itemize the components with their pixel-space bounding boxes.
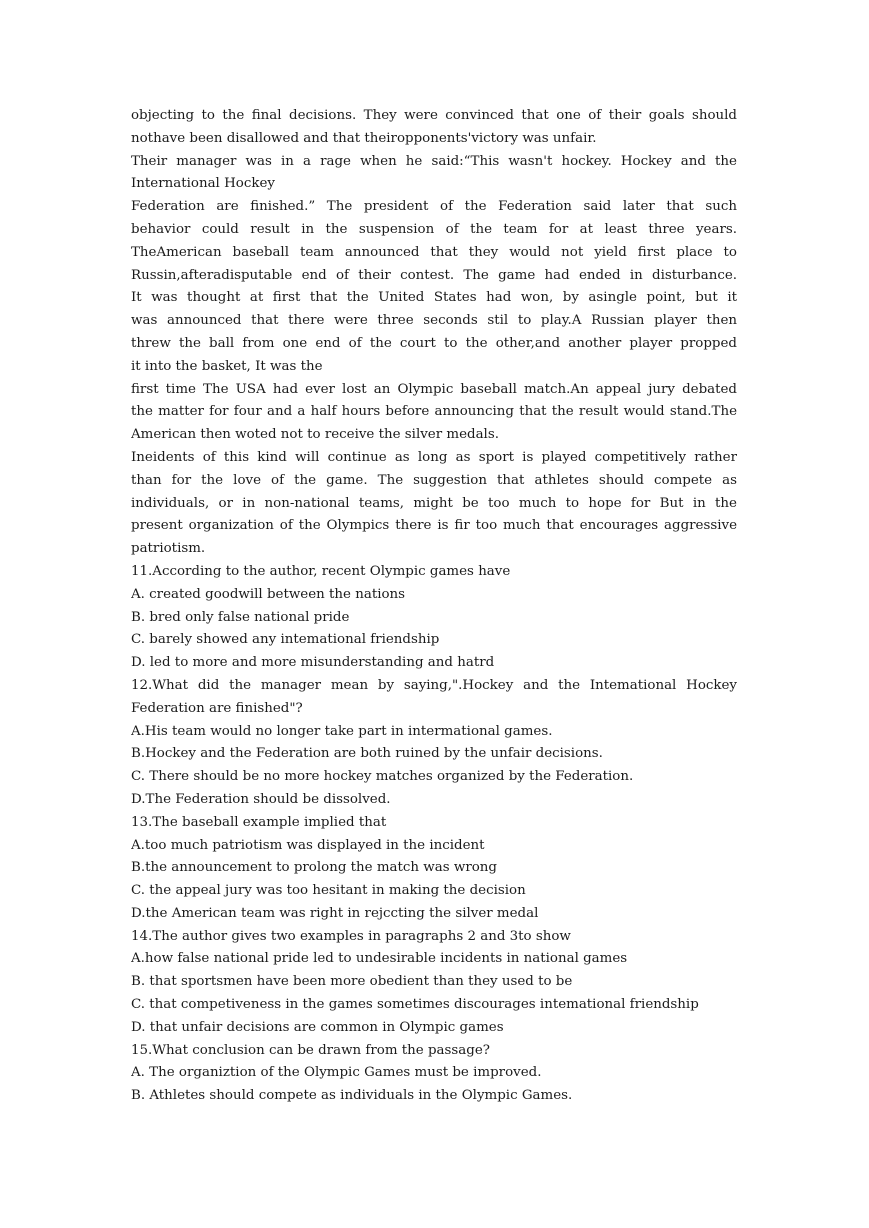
question-stem: 14.The author gives two examples in paragraphs 2 and 3to show bbox=[131, 928, 571, 944]
question-stem: 11.According to the author, recent Olympic games have bbox=[131, 563, 511, 579]
passage-line: the matter for four and a half hours before announcing that the result would stand.The bbox=[131, 404, 737, 420]
passage-line: International Hockey bbox=[131, 176, 275, 192]
option-d: D.the American team was right in rejccting the silver medal bbox=[131, 905, 539, 921]
question-11 bbox=[131, 561, 737, 675]
option-b: B. bred only false national pride bbox=[131, 609, 350, 625]
passage-line: nothave been disallowed and that theiropponents'victory was unfair. bbox=[131, 130, 597, 146]
passage-line: present organization of the Olympics there is fir too much that encourages aggressive bbox=[131, 518, 737, 534]
option-d: D. that unfair decisions are common in Olympic games bbox=[131, 1019, 504, 1035]
passage-line: Their manager was in a rage when he said:“This wasn't hockey. Hockey and the bbox=[131, 153, 737, 169]
question-13 bbox=[131, 812, 737, 926]
option-a: A. The organiztion of the Olympic Games must be improved. bbox=[131, 1065, 542, 1081]
question-14 bbox=[131, 926, 737, 1040]
option-c: C. that competiveness in the games sometimes discourages intemational friendship bbox=[131, 997, 699, 1013]
option-d: D. led to more and more misunderstanding and hatrd bbox=[131, 655, 495, 671]
passage-line: than for the love of the game. The suggestion that athletes should compete as bbox=[131, 472, 737, 488]
question-stem: 12.What did the manager mean by saying,".Hockey and the Intemational Hockey bbox=[131, 677, 737, 693]
document-page bbox=[131, 105, 737, 1108]
question-stem: 13.The baseball example implied that bbox=[131, 814, 387, 830]
option-b: B. that sportsmen have been more obedient than they used to be bbox=[131, 974, 573, 990]
passage-line: behavior could result in the suspension of the team for at least three years. bbox=[131, 221, 737, 237]
option-b: B.the announcement to prolong the match was wrong bbox=[131, 860, 497, 876]
passage-line: first time The USA had ever lost an Olympic baseball match.An appeal jury debated bbox=[131, 381, 737, 397]
option-a: A.His team would no longer take part in intermational games. bbox=[131, 723, 553, 739]
passage-line: was announced that there were three seconds stil to play.A Russian player then bbox=[131, 313, 737, 329]
question-stem-continued: Federation are finished"? bbox=[131, 700, 303, 716]
passage-line: patriotism. bbox=[131, 541, 206, 557]
passage-line: it into the basket, It was the bbox=[131, 358, 323, 374]
passage bbox=[131, 105, 737, 561]
option-c: C. the appeal jury was too hesitant in making the decision bbox=[131, 883, 526, 899]
passage-line: individuals, or in non-national teams, might be too much to hope for But in the bbox=[131, 495, 737, 511]
option-a: A. created goodwill between the nations bbox=[131, 586, 406, 602]
question-12 bbox=[131, 675, 737, 812]
passage-line: Federation are finished.” The president of the Federation said later that such bbox=[131, 199, 737, 215]
option-d: D.The Federation should be dissolved. bbox=[131, 791, 391, 807]
option-c: C. barely showed any intemational friendship bbox=[131, 632, 440, 648]
question-stem: 15.What conclusion can be drawn from the passage? bbox=[131, 1042, 490, 1058]
passage-line: TheAmerican baseball team announced that they would not yield first place to bbox=[131, 244, 737, 260]
option-b: B.Hockey and the Federation are both ruined by the unfair decisions. bbox=[131, 746, 603, 762]
option-b: B. Athletes should compete as individuals in the Olympic Games. bbox=[131, 1088, 573, 1104]
passage-line: Russin,afteradisputable end of their contest. The game had ended in disturbance. bbox=[131, 267, 737, 283]
passage-line: objecting to the final decisions. They were convinced that one of their goals should bbox=[131, 108, 737, 123]
passage-line: threw the ball from one end of the court to the other,and another player propped bbox=[131, 335, 737, 351]
passage-line: It was thought at first that the United States had won, by asingle point, but it bbox=[131, 290, 737, 306]
option-a: A.too much patriotism was displayed in the incident bbox=[131, 837, 485, 853]
passage-line: Ineidents of this kind will continue as long as sport is played competitively rather bbox=[131, 449, 737, 465]
passage-line: American then woted not to receive the silver medals. bbox=[131, 427, 499, 443]
option-a: A.how false national pride led to undesirable incidents in national games bbox=[131, 951, 628, 967]
option-c: C. There should be no more hockey matches organized by the Federation. bbox=[131, 769, 634, 785]
question-15 bbox=[131, 1040, 737, 1108]
